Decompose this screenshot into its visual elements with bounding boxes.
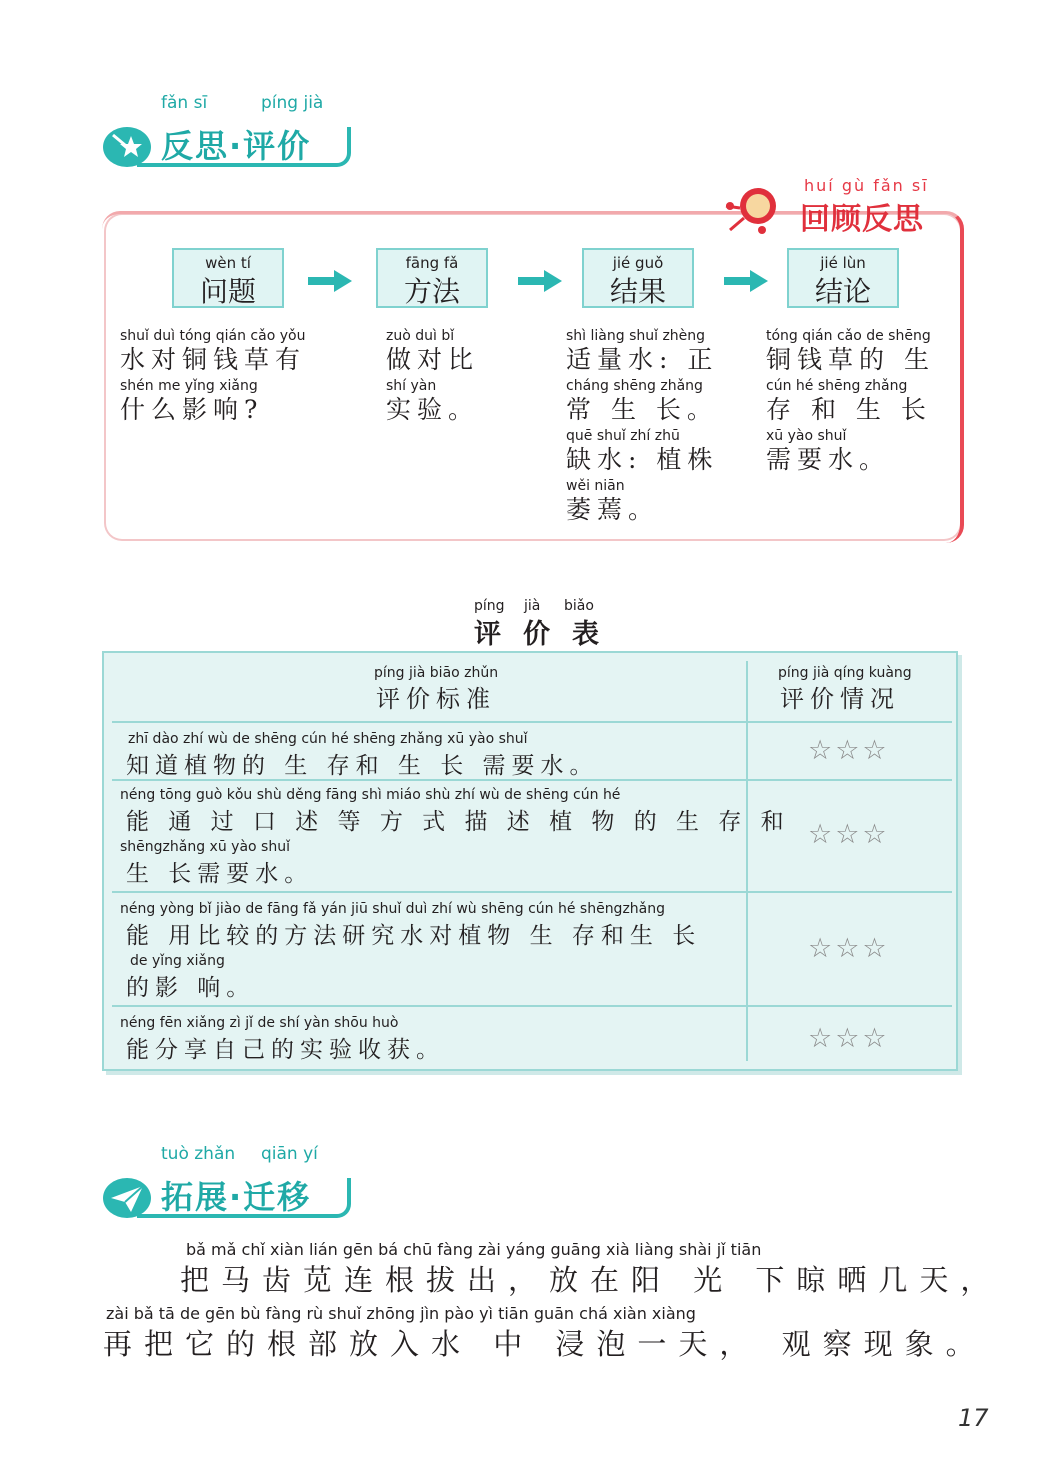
table-row-pinyin: shēngzhǎng xū yào shuǐ xyxy=(120,839,290,855)
extend-pinyin-2: qiān yí xyxy=(261,1144,318,1164)
rating-stars[interactable]: ☆☆☆ xyxy=(808,735,890,766)
text-line: 做对比 xyxy=(386,345,480,374)
arrow-right-icon xyxy=(518,270,562,292)
extend-line2-pinyin: zài bǎ tā de gēn bù fàng rù shuǐ zhōng jìn pào yì tiān guān chá xiàn xiàng xyxy=(106,1304,696,1323)
table-row-text: 生 长需要水。 xyxy=(126,861,314,887)
text-line: 缺水: 植株 xyxy=(566,445,719,474)
step-pinyin: wèn tí xyxy=(205,254,251,272)
table-title-pinyin: píng xyxy=(474,598,505,614)
page-number: 17 xyxy=(958,1404,989,1432)
table-row-text: 能 通 过 口 述 等 方 式 描 述 植 物 的 生 存 和 xyxy=(126,809,790,835)
extend-section-header xyxy=(103,1144,353,1216)
extend-line2: 再把它的根部放入水 中 浸泡一天， 观察现象。 xyxy=(103,1327,987,1361)
pinyin-line: shén me yǐng xiǎng xyxy=(120,378,258,394)
table-row-pinyin: néng tōng guò kǒu shù děng fāng shì miáo shù zhí wù de shēng cún hé xyxy=(120,787,621,803)
table-row-pinyin: néng fēn xiǎng zì jǐ de shí yàn shōu huò xyxy=(120,1015,399,1031)
header-criteria: 评价标准 xyxy=(376,685,496,713)
table-row-text: 知道植物的 生 存和 生 长 需要水。 xyxy=(126,753,599,779)
pinyin-line: shuǐ duì tóng qián cǎo yǒu xyxy=(120,328,306,344)
pinyin-line: xū yào shuǐ xyxy=(766,428,847,444)
step-method xyxy=(376,248,488,308)
table-row-pinyin: zhī dào zhí wù de shēng cún hé shēng zhǎng xū yào shuǐ xyxy=(128,731,528,747)
table-title-pinyin: biǎo xyxy=(564,598,594,614)
pinyin-line: quē shuǐ zhí zhū xyxy=(566,428,680,444)
review-col-result xyxy=(566,328,718,525)
extend-line1-pinyin: bǎ mǎ chǐ xiàn lián gēn bá chū fàng zài yáng guāng xià liàng shài jǐ tiān xyxy=(186,1240,762,1259)
reflect-section-header xyxy=(103,93,353,165)
step-pinyin: fāng fǎ xyxy=(405,254,459,272)
text-line: 常 生 长。 xyxy=(566,395,718,424)
text-line: 水对铜钱草有 xyxy=(120,345,307,374)
header-status: 评价情况 xyxy=(780,685,900,713)
table-title: 评价表 xyxy=(474,619,621,650)
pinyin-line: shí yàn xyxy=(386,378,437,394)
pinyin-line: zuò duì bǐ xyxy=(386,328,455,344)
table-row-text: 的影 响。 xyxy=(126,975,256,1001)
step-result xyxy=(582,248,694,308)
drum-icon xyxy=(722,180,778,236)
step-pinyin: jié guǒ xyxy=(612,254,664,272)
text-line: 存 和 生 长 xyxy=(766,395,932,424)
pinyin-line: wěi niān xyxy=(566,478,625,494)
review-col-question xyxy=(120,328,306,425)
text-line: 适量水: 正 xyxy=(566,345,719,374)
pinyin-line: tóng qián cǎo de shēng xyxy=(766,328,931,344)
text-line: 什么影响? xyxy=(120,395,264,424)
review-col-method xyxy=(386,328,479,425)
pinyin-line: shì liàng shuǐ zhèng xyxy=(566,328,706,344)
text-line: 需要水。 xyxy=(766,445,891,474)
table-row-pinyin: néng yòng bǐ jiào de fāng fǎ yán jiū shuǐ duì zhí wù shēng cún hé shēngzhǎng xyxy=(120,901,666,917)
step-conclusion xyxy=(787,248,899,308)
step-label: 问题 xyxy=(199,275,256,308)
pinyin-line: cún hé shēng zhǎng xyxy=(766,378,908,394)
table-row-text: 能分享自己的实验收获。 xyxy=(126,1037,445,1063)
paper-plane-icon xyxy=(103,1178,151,1218)
extend-line1: 把马齿苋连根拔出，放在阳 光 下晾晒几天， xyxy=(180,1263,1002,1297)
star-icon xyxy=(103,127,151,167)
step-question xyxy=(172,248,284,308)
review-badge: 回顾反思 xyxy=(800,202,924,237)
text-line: 铜钱草的 生 xyxy=(766,345,935,374)
review-col-conclusion xyxy=(766,328,935,475)
extend-title: 拓展·迁移 xyxy=(161,1178,312,1216)
reflect-pinyin-1: fǎn sī xyxy=(161,93,208,113)
header-criteria-pinyin: píng jià biāo zhǔn xyxy=(374,665,499,681)
arrow-right-icon xyxy=(308,270,352,292)
review-badge-pinyin: huí gù fǎn sī xyxy=(804,176,929,195)
step-label: 方法 xyxy=(403,275,460,308)
header-status-pinyin: píng jià qíng kuàng xyxy=(778,665,912,681)
evaluation-table xyxy=(102,651,958,1071)
text-line: 萎蔫。 xyxy=(566,495,660,524)
reflect-pinyin-2: píng jià xyxy=(261,93,324,113)
table-row-pinyin: de yǐng xiǎng xyxy=(130,953,225,969)
step-label: 结果 xyxy=(609,275,666,308)
arrow-right-icon xyxy=(724,270,768,292)
step-label: 结论 xyxy=(814,275,871,308)
rating-stars[interactable]: ☆☆☆ xyxy=(808,1023,890,1054)
table-title-pinyin: jià xyxy=(524,598,541,614)
table-row-text: 能 用比较的方法研究水对植物 生 存和生 长 xyxy=(126,923,702,949)
rating-stars[interactable]: ☆☆☆ xyxy=(808,819,890,850)
pinyin-line: cháng shēng zhǎng xyxy=(566,378,703,394)
text-line: 实验。 xyxy=(386,395,480,424)
extend-pinyin-1: tuò zhǎn xyxy=(161,1144,236,1164)
reflect-title: 反思·评价 xyxy=(161,127,312,165)
step-pinyin: jié lùn xyxy=(820,254,866,272)
rating-stars[interactable]: ☆☆☆ xyxy=(808,933,890,964)
